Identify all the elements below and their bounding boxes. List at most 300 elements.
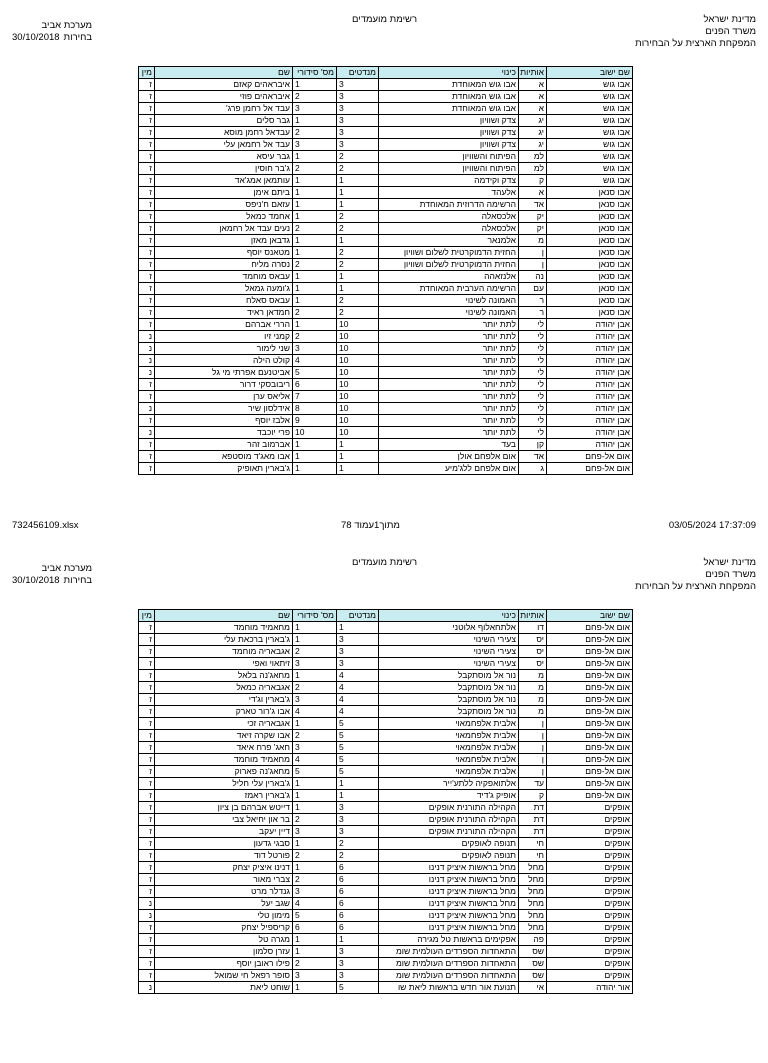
col-serial-cell: 6 xyxy=(293,379,337,391)
col-serial-cell: 1 xyxy=(293,778,337,790)
col-town-cell: אום אל-פחם xyxy=(547,742,633,754)
col-candidate-name-cell: גנדלר מרט xyxy=(155,886,293,898)
election-label: בחירות xyxy=(63,32,93,43)
col-mandates-cell: 2 xyxy=(337,211,379,223)
col-list-name-cell: לתת יותר xyxy=(379,379,519,391)
col-serial-cell: 1 xyxy=(293,211,337,223)
table-row xyxy=(139,139,633,151)
col-gender-cell: ז xyxy=(139,946,155,958)
col-town-cell: אום אל-פחם xyxy=(547,682,633,694)
col-letters-cell: א xyxy=(519,187,547,199)
col-mandates-cell: 6 xyxy=(337,910,379,922)
col-gender-cell: ז xyxy=(139,754,155,766)
col-letters-cell: לי xyxy=(519,343,547,355)
col-candidate-name-cell: גדבאן מאזן xyxy=(155,235,293,247)
col-list-name-cell: אופיק ג'דיד xyxy=(379,790,519,802)
col-mandates-cell: 3 xyxy=(337,814,379,826)
col-serial-cell: 1 xyxy=(293,79,337,91)
col-serial-cell: 4 xyxy=(293,898,337,910)
col-gender-cell: ז xyxy=(139,151,155,163)
col-gender-cell: ז xyxy=(139,439,155,451)
col-mandates-cell: 3 xyxy=(337,634,379,646)
col-gender-cell: ז xyxy=(139,163,155,175)
col-serial-cell: 1 xyxy=(293,838,337,850)
col-mandates-cell: 3 xyxy=(337,958,379,970)
col-mandates-cell: 3 xyxy=(337,646,379,658)
col-mandates-header: מנדטים xyxy=(337,67,379,79)
col-serial-cell: 1 xyxy=(293,247,337,259)
col-candidate-name-cell: גבר עיסא xyxy=(155,151,293,163)
col-gender-cell: ז xyxy=(139,247,155,259)
col-gender-cell: ז xyxy=(139,199,155,211)
col-mandates-cell: 1 xyxy=(337,283,379,295)
col-mandates-cell: 3 xyxy=(337,79,379,91)
col-gender-cell: נ xyxy=(139,403,155,415)
col-serial-cell: 2 xyxy=(293,850,337,862)
col-candidate-name-cell: איבראהים פוזי xyxy=(155,91,293,103)
footer-page-text: מתוך1עמוד xyxy=(354,520,400,531)
col-letters-cell: שס xyxy=(519,946,547,958)
col-letters-cell: מחל xyxy=(519,886,547,898)
table-row xyxy=(139,391,633,403)
col-candidate-name-cell: עבד אל רחמאן עלי xyxy=(155,139,293,151)
col-list-name-cell: אלנזאהה xyxy=(379,271,519,283)
col-list-name-cell: האמונה לשינוי xyxy=(379,307,519,319)
col-mandates-cell: 1 xyxy=(337,622,379,634)
table-row xyxy=(139,730,633,742)
table-row xyxy=(139,910,633,922)
col-gender-header: מין xyxy=(139,610,155,622)
col-candidate-name-cell: אחמד כמאל xyxy=(155,211,293,223)
col-letters-cell: ן xyxy=(519,766,547,778)
col-letters-cell: יג xyxy=(519,127,547,139)
col-town-cell: אבו גוש xyxy=(547,79,633,91)
col-letters-cell: ן xyxy=(519,754,547,766)
col-mandates-cell: 3 xyxy=(337,103,379,115)
col-serial-cell: 1 xyxy=(293,622,337,634)
col-mandates-cell: 5 xyxy=(337,730,379,742)
col-mandates-cell: 5 xyxy=(337,982,379,994)
table-row xyxy=(139,814,633,826)
col-candidate-name-cell: עבאס מוחמד xyxy=(155,271,293,283)
table-row xyxy=(139,706,633,718)
col-mandates-cell: 5 xyxy=(337,742,379,754)
col-town-cell: אבו סנאן xyxy=(547,235,633,247)
col-mandates-cell: 10 xyxy=(337,427,379,439)
col-town-cell: אבו גוש xyxy=(547,175,633,187)
col-mandates-cell: 3 xyxy=(337,115,379,127)
col-candidate-name-cell: דיין יעקב xyxy=(155,826,293,838)
col-candidate-name-cell: ג'בארין עלי חליל xyxy=(155,778,293,790)
col-candidate-name-cell: דייטש אברהם בן ציון xyxy=(155,802,293,814)
col-candidate-name-cell: מחאמיד מוחמד xyxy=(155,754,293,766)
col-letters-cell: מחל xyxy=(519,898,547,910)
col-town-cell: אום אל-פחם xyxy=(547,778,633,790)
col-serial-cell: 1 xyxy=(293,670,337,682)
col-candidate-name-cell: ג'בארין ראמז xyxy=(155,790,293,802)
col-list-name-cell: תנועת אור חדש בראשות ליאת שו xyxy=(379,982,519,994)
col-town-cell: אבן יהודה xyxy=(547,379,633,391)
col-serial-cell: 2 xyxy=(293,682,337,694)
table-row xyxy=(139,862,633,874)
table-row xyxy=(139,211,633,223)
col-gender-cell: נ xyxy=(139,898,155,910)
col-list-name-cell: אלבית אלפחמאוי xyxy=(379,754,519,766)
col-gender-cell: ז xyxy=(139,463,155,475)
col-list-name-cell: אלבית אלפחמאוי xyxy=(379,766,519,778)
col-mandates-cell: 4 xyxy=(337,706,379,718)
table-row xyxy=(139,103,633,115)
table-row xyxy=(139,622,633,634)
col-list-name-cell: נור אל מוסתקבל xyxy=(379,706,519,718)
col-list-name-cell: התאחדות הספרדים העולמית שומ xyxy=(379,946,519,958)
col-candidate-name-cell: איבראהים קאזם xyxy=(155,79,293,91)
col-serial-cell: 4 xyxy=(293,706,337,718)
col-letters-cell: יג xyxy=(519,139,547,151)
col-candidate-name-cell: ג'ומעה גמאל xyxy=(155,283,293,295)
col-town-cell: אבו גוש xyxy=(547,91,633,103)
col-list-name-cell: אפקימים בראשות טל מגירה xyxy=(379,934,519,946)
table-row xyxy=(139,427,633,439)
table-row xyxy=(139,970,633,982)
col-letters-cell: יס xyxy=(519,646,547,658)
col-letters-cell: מ xyxy=(519,235,547,247)
col-serial-cell: 1 xyxy=(293,271,337,283)
col-candidate-name-cell: אגבאריה זכי xyxy=(155,718,293,730)
col-list-name-cell: אלתחאלוף אלוטני xyxy=(379,622,519,634)
col-list-name-cell: צדק ושוויון xyxy=(379,115,519,127)
col-letters-cell: מחל xyxy=(519,874,547,886)
col-letters-cell: ן xyxy=(519,718,547,730)
col-candidate-name-cell: שגב יעל xyxy=(155,898,293,910)
col-town-cell: אום אל-פחם xyxy=(547,670,633,682)
col-serial-cell: 3 xyxy=(293,139,337,151)
col-gender-cell: ז xyxy=(139,127,155,139)
col-gender-cell: ז xyxy=(139,658,155,670)
election-label: בחירות xyxy=(63,575,93,586)
table-row xyxy=(139,850,633,862)
col-town-cell: אופקים xyxy=(547,862,633,874)
col-town-cell: אופקים xyxy=(547,970,633,982)
col-mandates-cell: 4 xyxy=(337,694,379,706)
col-gender-cell: ז xyxy=(139,874,155,886)
table-row xyxy=(139,331,633,343)
col-mandates-cell: 3 xyxy=(337,127,379,139)
col-candidate-name-cell: עבדאל רחמן מוסא xyxy=(155,127,293,139)
col-list-name-cell: לתת יותר xyxy=(379,427,519,439)
col-town-cell: אור יהודה xyxy=(547,982,633,994)
col-serial-cell: 6 xyxy=(293,922,337,934)
col-gender-cell: ז xyxy=(139,634,155,646)
col-gender-cell: ז xyxy=(139,259,155,271)
col-candidate-name-cell: אגבאריה מוחמד xyxy=(155,646,293,658)
col-list-name-cell: התאחדות הספרדים העולמית שומ xyxy=(379,970,519,982)
col-letters-cell: קן xyxy=(519,439,547,451)
col-letters-cell: ר xyxy=(519,295,547,307)
report-page-2 xyxy=(0,543,768,1063)
col-candidate-name-cell: גבר סלים xyxy=(155,115,293,127)
table-row xyxy=(139,259,633,271)
col-town-cell: אבן יהודה xyxy=(547,331,633,343)
col-town-cell: אבו סנאן xyxy=(547,247,633,259)
col-town-cell: אבן יהודה xyxy=(547,367,633,379)
col-gender-cell: ז xyxy=(139,271,155,283)
col-candidate-name-cell: אבו ג'רור טארק xyxy=(155,706,293,718)
col-list-name-cell: אום אלפחם ללג'מיע xyxy=(379,463,519,475)
col-serial-cell: 4 xyxy=(293,754,337,766)
col-mandates-cell: 10 xyxy=(337,319,379,331)
col-letters-cell: יס xyxy=(519,658,547,670)
col-mandates-cell: 1 xyxy=(337,187,379,199)
col-mandates-cell: 2 xyxy=(337,838,379,850)
col-serial-cell: 1 xyxy=(293,199,337,211)
col-letters-cell: מ xyxy=(519,670,547,682)
table-row xyxy=(139,379,633,391)
col-list-name-cell: בעד xyxy=(379,439,519,451)
col-town-cell: אום אל-פחם xyxy=(547,646,633,658)
col-serial-cell: 3 xyxy=(293,826,337,838)
col-letters-cell: ג xyxy=(519,463,547,475)
col-serial-cell: 2 xyxy=(293,223,337,235)
col-gender-cell: ז xyxy=(139,682,155,694)
table-row xyxy=(139,742,633,754)
col-gender-cell: ז xyxy=(139,307,155,319)
footer-timestamp: 03/05/2024 17:37:09 xyxy=(668,520,756,531)
col-candidate-name-cell: פילו ראובן יוסף xyxy=(155,958,293,970)
col-candidate-name-cell: מגרה טל xyxy=(155,934,293,946)
col-serial-cell: 1 xyxy=(293,319,337,331)
col-mandates-cell: 3 xyxy=(337,802,379,814)
col-serial-cell: 1 xyxy=(293,982,337,994)
col-letters-cell: שס xyxy=(519,958,547,970)
col-gender-cell: ז xyxy=(139,91,155,103)
table-row xyxy=(139,886,633,898)
col-town-cell: אבו סנאן xyxy=(547,295,633,307)
col-letters-cell: למ xyxy=(519,163,547,175)
col-serial-cell: 1 xyxy=(293,451,337,463)
col-town-cell: אבו גוש xyxy=(547,127,633,139)
col-list-name-cell: אבו גוש המאוחדת xyxy=(379,79,519,91)
col-list-name-cell: צעירי השינוי xyxy=(379,634,519,646)
col-list-name-header: כינוי xyxy=(379,67,519,79)
col-letters-cell: יק xyxy=(519,211,547,223)
page-footer xyxy=(0,520,768,532)
col-letters-cell: מחל xyxy=(519,862,547,874)
col-letters-cell: דת xyxy=(519,814,547,826)
footer-filename: 732456109.xlsx xyxy=(12,520,79,531)
col-town-header: שם ישוב xyxy=(547,67,633,79)
col-candidate-name-cell: זיתאוי ואפי xyxy=(155,658,293,670)
col-candidate-name-cell: אידלסון שיר xyxy=(155,403,293,415)
col-town-cell: אבו סנאן xyxy=(547,223,633,235)
col-mandates-cell: 2 xyxy=(337,850,379,862)
candidates-table xyxy=(138,609,633,994)
col-letters-cell: לי xyxy=(519,415,547,427)
col-town-cell: אום אל-פחם xyxy=(547,658,633,670)
col-list-name-cell: אלעהד xyxy=(379,187,519,199)
col-candidate-name-cell: ג'בר חוסין xyxy=(155,163,293,175)
col-town-cell: אבן יהודה xyxy=(547,343,633,355)
col-town-cell: אום אל-פחם xyxy=(547,706,633,718)
col-serial-cell: 4 xyxy=(293,355,337,367)
col-town-cell: אבו סנאן xyxy=(547,271,633,283)
col-mandates-cell: 2 xyxy=(337,163,379,175)
col-list-name-cell: לתת יותר xyxy=(379,415,519,427)
col-letters-cell: חי xyxy=(519,838,547,850)
col-letters-header: אותיות xyxy=(519,610,547,622)
system-name: מערכת אביב xyxy=(41,563,93,574)
table-row xyxy=(139,682,633,694)
col-serial-cell: 8 xyxy=(293,403,337,415)
col-mandates-cell: 2 xyxy=(337,151,379,163)
table-row xyxy=(139,898,633,910)
col-gender-cell: ז xyxy=(139,223,155,235)
col-list-name-cell: אלכסאלה xyxy=(379,211,519,223)
col-mandates-cell: 1 xyxy=(337,175,379,187)
col-list-name-cell: החזית הדמוקרטית לשלום ושוויון xyxy=(379,259,519,271)
col-letters-cell: יג xyxy=(519,115,547,127)
col-town-cell: אום אל-פחם xyxy=(547,730,633,742)
col-mandates-cell: 6 xyxy=(337,922,379,934)
col-mandates-cell: 6 xyxy=(337,862,379,874)
col-gender-cell: ז xyxy=(139,802,155,814)
col-serial-cell: 7 xyxy=(293,391,337,403)
col-town-cell: אופקים xyxy=(547,898,633,910)
col-serial-cell: 2 xyxy=(293,646,337,658)
col-mandates-cell: 3 xyxy=(337,91,379,103)
col-letters-cell: שס xyxy=(519,970,547,982)
col-candidate-name-cell: קריספיל יצחק xyxy=(155,922,293,934)
org-line-state: מדינת ישראל xyxy=(703,557,756,568)
col-candidate-name-cell: פרי יוכבד xyxy=(155,427,293,439)
col-list-name-cell: אבו גוש המאוחדת xyxy=(379,91,519,103)
col-mandates-cell: 5 xyxy=(337,754,379,766)
col-list-name-cell: הפיתוח והשוויון xyxy=(379,151,519,163)
col-mandates-cell: 3 xyxy=(337,826,379,838)
col-candidate-name-cell: עותמאן אמג'אד xyxy=(155,175,293,187)
col-list-name-header: כינוי xyxy=(379,610,519,622)
col-letters-cell: יס xyxy=(519,634,547,646)
col-letters-cell: לי xyxy=(519,391,547,403)
organization-header xyxy=(635,557,756,593)
col-town-cell: אבו סנאן xyxy=(547,283,633,295)
col-serial-cell: 2 xyxy=(293,307,337,319)
col-mandates-cell: 10 xyxy=(337,403,379,415)
col-letters-cell: עד xyxy=(519,778,547,790)
table-row xyxy=(139,151,633,163)
table-row xyxy=(139,766,633,778)
col-list-name-cell: הקהילה התורנית אופקים xyxy=(379,814,519,826)
col-candidate-name-cell: סבגי גדעון xyxy=(155,838,293,850)
col-serial-header: מס' סידורי xyxy=(293,610,337,622)
col-gender-cell: ז xyxy=(139,175,155,187)
col-letters-cell: אד xyxy=(519,451,547,463)
col-letters-cell: למ xyxy=(519,151,547,163)
col-serial-cell: 5 xyxy=(293,367,337,379)
col-mandates-cell: 1 xyxy=(337,451,379,463)
table-row xyxy=(139,790,633,802)
table-header-row xyxy=(139,67,633,79)
col-town-cell: אבו סנאן xyxy=(547,211,633,223)
col-town-cell: אום אל-פחם xyxy=(547,718,633,730)
org-line-state: מדינת ישראל xyxy=(703,14,756,25)
col-letters-cell: לי xyxy=(519,379,547,391)
col-list-name-cell: החזית הדמוקרטית לשלום ושוויון xyxy=(379,247,519,259)
col-serial-cell: 2 xyxy=(293,331,337,343)
col-mandates-cell: 1 xyxy=(337,235,379,247)
election-date: 30/10/2018 xyxy=(12,32,60,43)
col-gender-cell: ז xyxy=(139,922,155,934)
col-serial-cell: 2 xyxy=(293,814,337,826)
col-letters-cell: ר xyxy=(519,307,547,319)
table-row xyxy=(139,247,633,259)
col-list-name-cell: נור אל מוסתקבל xyxy=(379,682,519,694)
table-row xyxy=(139,826,633,838)
col-letters-cell: א xyxy=(519,103,547,115)
table-row xyxy=(139,79,633,91)
col-gender-cell: ז xyxy=(139,958,155,970)
table-row xyxy=(139,874,633,886)
col-list-name-cell: הקהילה התורנית אופקים xyxy=(379,802,519,814)
col-candidate-name-header: שם xyxy=(155,67,293,79)
col-letters-cell: לי xyxy=(519,367,547,379)
col-list-name-cell: התאחדות הספרדים העולמית שומ xyxy=(379,958,519,970)
col-candidate-name-cell: ביתם אימן xyxy=(155,187,293,199)
col-serial-cell: 3 xyxy=(293,694,337,706)
col-candidate-name-cell: חמדאן ראיד xyxy=(155,307,293,319)
col-letters-cell: ן xyxy=(519,742,547,754)
col-gender-cell: ז xyxy=(139,79,155,91)
col-gender-cell: נ xyxy=(139,343,155,355)
col-candidate-name-cell: ריבובסקי דרור xyxy=(155,379,293,391)
table-row xyxy=(139,307,633,319)
col-gender-cell: ז xyxy=(139,646,155,658)
col-candidate-name-cell: עזאם ח'ניפס xyxy=(155,199,293,211)
col-candidate-name-cell: עבאס סאלח xyxy=(155,295,293,307)
col-candidate-name-cell: פורטל דוד xyxy=(155,850,293,862)
col-town-cell: אום אל-פחם xyxy=(547,634,633,646)
election-date: 30/10/2018 xyxy=(12,575,60,586)
col-gender-cell: נ xyxy=(139,355,155,367)
col-gender-cell: נ xyxy=(139,367,155,379)
col-letters-cell: ן xyxy=(519,730,547,742)
table-row xyxy=(139,355,633,367)
col-letters-cell: ק xyxy=(519,790,547,802)
col-candidate-name-cell: חאג' פרח איאד xyxy=(155,742,293,754)
footer-page-total: 78 xyxy=(341,520,352,531)
col-serial-cell: 1 xyxy=(293,295,337,307)
col-gender-cell: ז xyxy=(139,670,155,682)
col-letters-cell: דו xyxy=(519,622,547,634)
table-row xyxy=(139,319,633,331)
col-list-name-cell: לתת יותר xyxy=(379,391,519,403)
col-serial-cell: 2 xyxy=(293,127,337,139)
col-letters-cell: א xyxy=(519,79,547,91)
col-mandates-cell: 10 xyxy=(337,343,379,355)
col-gender-header: מין xyxy=(139,67,155,79)
candidates-table xyxy=(138,66,633,475)
col-town-cell: אופקים xyxy=(547,886,633,898)
col-list-name-cell: צעירי השינוי xyxy=(379,646,519,658)
table-row xyxy=(139,838,633,850)
col-serial-cell: 5 xyxy=(293,766,337,778)
col-town-cell: אבן יהודה xyxy=(547,355,633,367)
col-town-cell: אבן יהודה xyxy=(547,391,633,403)
col-serial-cell: 1 xyxy=(293,934,337,946)
col-list-name-cell: לתת יותר xyxy=(379,319,519,331)
col-letters-cell: עם xyxy=(519,283,547,295)
system-header xyxy=(12,20,92,44)
